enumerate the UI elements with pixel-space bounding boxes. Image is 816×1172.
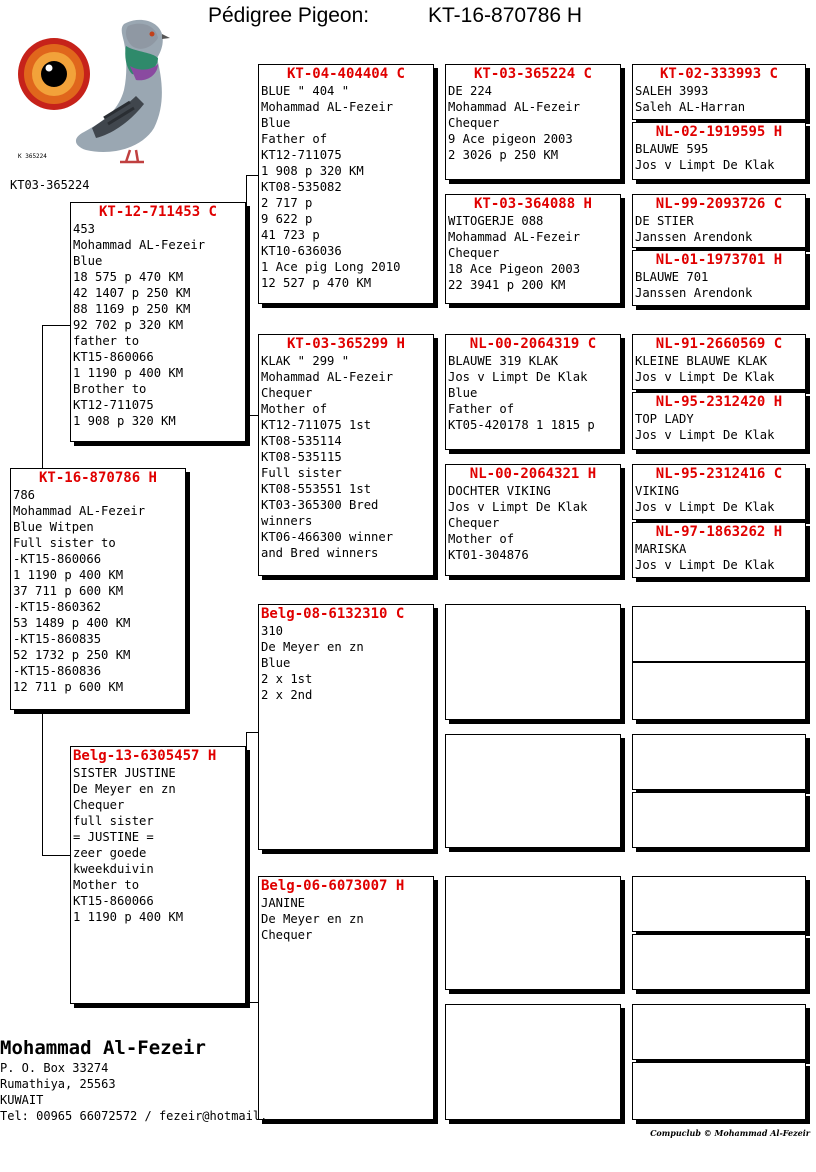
pigeon-info-line: MARISKA (635, 542, 687, 556)
pigeon-card-g5 (632, 334, 806, 390)
connector-line (622, 762, 623, 820)
pigeon-card-ssd (445, 194, 621, 304)
pigeon-card-dam-sire (258, 604, 434, 850)
pigeon-info-line: Jos v Limpt De Klak (635, 370, 775, 384)
pigeon-info-line: BLAUWE 701 (635, 270, 709, 284)
pigeon-card-subject (10, 468, 186, 710)
pigeon-info-line: father to (73, 334, 140, 348)
pigeon-info-line: Mohammad AL-Fezeir (261, 100, 394, 114)
pigeon-info-line: -KT15-860835 (13, 632, 102, 646)
pigeon-info-line: Mother of (261, 402, 328, 416)
pigeon-info-line: Blue (261, 116, 291, 130)
owner-contact-line: KUWAIT (0, 1093, 44, 1107)
pigeon-info-line: SISTER JUSTINE (73, 766, 176, 780)
pigeon-info-line: KT10-636036 (261, 244, 342, 258)
pigeon-info-line: Full sister (261, 466, 342, 480)
pigeon-info-line: full sister (73, 814, 154, 828)
connector-line (622, 904, 623, 962)
pigeon-card-empty (632, 876, 806, 932)
pigeon-info-line: De Meyer en zn (73, 782, 176, 796)
ring-number: NL-95-2312420 H (655, 394, 783, 410)
connector-line (434, 128, 435, 230)
ring-number: KT-12-711453 C (98, 204, 217, 220)
pigeon-card-sdd (445, 464, 621, 576)
pigeon-card-empty (445, 734, 621, 848)
pigeon-info-line: Chequer (448, 516, 500, 530)
owner-contact-line: Rumathiya, 25563 (0, 1077, 116, 1091)
pigeon-card-sds (445, 334, 621, 450)
ring-number: Belg-08-6132310 C (261, 606, 405, 622)
pigeon-info-line: 1 908 p 320 KM (73, 414, 176, 428)
pigeon-info-line: Mother of (448, 532, 515, 546)
pigeon-info-line: Full sister to (13, 536, 116, 550)
ring-number: NL-02-1919595 H (655, 124, 783, 140)
pigeon-card-g6 (632, 392, 806, 450)
pigeon-info-line: KT05-420178 1 1815 p (448, 418, 595, 432)
pigeon-logo-image (12, 12, 172, 167)
pigeon-card-empty (632, 934, 806, 990)
pigeon-info-line: 9 622 p (261, 212, 313, 226)
footer-credit: Compuclub © Mohammad Al-Fezeir (650, 1128, 810, 1138)
pigeon-info-line: 42 1407 p 250 KM (73, 286, 191, 300)
pigeon-info-line: 53 1489 p 400 KM (13, 616, 131, 630)
ring-number: NL-00-2064321 H (469, 466, 597, 482)
ring-number: KT-16-870786 H (38, 470, 157, 486)
pigeon-info-line: -KT15-860066 (13, 552, 102, 566)
pigeon-info-line: DOCHTER VIKING (448, 484, 551, 498)
pigeon-info-line: 92 702 p 320 KM (73, 318, 184, 332)
owner-contact-line: P. O. Box 33274 (0, 1061, 109, 1075)
pigeon-info-line: KT08-535115 (261, 450, 342, 464)
pigeon-info-line: Blue (448, 386, 478, 400)
pigeon-info-line: KT08-535082 (261, 180, 342, 194)
ring-number: Belg-06-6073007 H (261, 878, 405, 894)
owner-contact-block (0, 1036, 267, 1124)
pigeon-info-line: zeer goede (73, 846, 147, 860)
pigeon-info-line: KT01-304876 (448, 548, 529, 562)
pigeon-info-line: KT12-711075 1st (261, 418, 372, 432)
pigeon-info-line: 453 (73, 222, 96, 236)
pigeon-info-line: KT08-553551 1st (261, 482, 372, 496)
pigeon-info-line: De Meyer en zn (261, 640, 364, 654)
connector-line (246, 732, 258, 733)
logo-caption: KT03-365224 (10, 178, 90, 192)
ring-number: NL-95-2312416 C (655, 466, 783, 482)
pigeon-card-dam (70, 746, 246, 1004)
pigeon-info-line: Saleh AL-Harran (635, 100, 746, 114)
connector-line (246, 175, 258, 176)
pigeon-info-line: 12 711 p 600 KM (13, 680, 124, 694)
ring-number: NL-99-2093726 C (655, 196, 783, 212)
pigeon-info-line: BLAUWE 595 (635, 142, 709, 156)
title-ring-number: KT-16-870786 H (428, 4, 583, 27)
pigeon-info-line: = JUSTINE = (73, 830, 154, 844)
ring-number: KT-04-404404 C (286, 66, 405, 82)
connector-line (42, 325, 70, 326)
pigeon-info-line: VIKING (635, 484, 680, 498)
pigeon-info-line: SALEH 3993 (635, 84, 709, 98)
pigeon-info-line: 41 723 p (261, 228, 320, 242)
pigeon-info-line: Chequer (73, 798, 125, 812)
pigeon-info-line: Janssen Arendonk (635, 286, 753, 300)
owner-contact-line: Tel: 00965 66072572 / fezeir@hotmail. (0, 1109, 268, 1123)
pigeon-info-line: TOP LADY (635, 412, 694, 426)
connector-line (622, 634, 623, 690)
pigeon-info-line: Jos v Limpt De Klak (635, 428, 775, 442)
pigeon-info-line: Blue (261, 656, 291, 670)
pigeon-info-line: Chequer (448, 246, 500, 260)
pigeon-info-line: Mohammad AL-Fezeir (448, 230, 581, 244)
pigeon-card-g4 (632, 250, 806, 306)
ring-number: KT-03-364088 H (473, 196, 592, 212)
pigeon-card-sire-sire (258, 64, 434, 304)
pigeon-info-line: 18 575 p 470 KM (73, 270, 184, 284)
pigeon-card-empty (445, 604, 621, 720)
connector-line (622, 94, 623, 146)
pigeon-card-empty (632, 1004, 806, 1060)
pigeon-info-line: KT15-860066 (73, 350, 154, 364)
connector-line (246, 732, 247, 1002)
pigeon-card-g8 (632, 522, 806, 578)
pigeon-info-line: 2 717 p (261, 196, 313, 210)
pigeon-info-line: KT03-365300 Bred (261, 498, 379, 512)
pigeon-info-line: 22 3941 p 200 KM (448, 278, 566, 292)
pigeon-info-line: 1 908 p 320 KM (261, 164, 364, 178)
page-title (208, 4, 648, 32)
connector-line (622, 222, 623, 278)
connector-line (42, 855, 70, 856)
pigeon-info-line: Chequer (261, 386, 313, 400)
pigeon-info-line: DE STIER (635, 214, 694, 228)
connector-line (434, 388, 435, 498)
pigeon-info-line: Jos v Limpt De Klak (635, 500, 775, 514)
connector-line (434, 930, 435, 1058)
pigeon-info-line: 2 x 2nd (261, 688, 313, 702)
pigeon-info-line: -KT15-860362 (13, 600, 102, 614)
pigeon-card-g3 (632, 194, 806, 248)
pigeon-info-line: Mohammad AL-Fezeir (261, 370, 394, 384)
pigeon-info-line: Mohammad AL-Fezeir (13, 504, 146, 518)
pigeon-info-line: 1 1190 p 400 KM (73, 910, 184, 924)
pigeon-info-line: 786 (13, 488, 36, 502)
pigeon-info-line: 52 1732 p 250 KM (13, 648, 131, 662)
pigeon-info-line: BLUE " 404 " (261, 84, 350, 98)
pigeon-card-g2 (632, 122, 806, 180)
pigeon-card-dam-dam (258, 876, 434, 1120)
pigeon-info-line: 1 1190 p 400 KM (73, 366, 184, 380)
pigeon-info-line: Chequer (261, 928, 313, 942)
pigeon-info-line: KLEINE BLAUWE KLAK (635, 354, 768, 368)
pigeon-card-empty (632, 606, 806, 662)
pigeon-info-line: Janssen Arendonk (635, 230, 753, 244)
pigeon-card-g1 (632, 64, 806, 120)
pigeon-card-sire (70, 202, 246, 442)
pigeon-info-line: Mohammad AL-Fezeir (73, 238, 206, 252)
pigeon-info-line: 1 1190 p 400 KM (13, 568, 124, 582)
pigeon-info-line: BLAUWE 319 KLAK (448, 354, 559, 368)
connector-line (246, 1002, 258, 1003)
pigeon-card-empty (632, 1062, 806, 1120)
pigeon-info-line: 2 x 1st (261, 672, 313, 686)
pigeon-card-empty (632, 662, 806, 720)
pigeon-info-line: KT08-535114 (261, 434, 342, 448)
pigeon-info-line: and Bred winners (261, 546, 379, 560)
pigeon-info-line: 88 1169 p 250 KM (73, 302, 191, 316)
pigeon-info-line: 18 Ace Pigeon 2003 (448, 262, 581, 276)
connector-line (246, 415, 258, 416)
pigeon-info-line: winners (261, 514, 313, 528)
pigeon-info-line: Mohammad AL-Fezeir (448, 100, 581, 114)
connector-line (622, 490, 623, 546)
pigeon-info-line: 12 527 p 470 KM (261, 276, 372, 290)
ring-number: NL-00-2064319 C (469, 336, 597, 352)
connector-line (434, 668, 435, 786)
pigeon-info-line: Father of (448, 402, 515, 416)
pigeon-info-line: Father of (261, 132, 328, 146)
pigeon-info-line: JANINE (261, 896, 306, 910)
connector-line (622, 362, 623, 418)
owner-name: Mohammad Al-Fezeir (0, 1037, 206, 1059)
pigeon-info-line: 2 3026 p 250 KM (448, 148, 559, 162)
ring-number: Belg-13-6305457 H (73, 748, 217, 764)
pigeon-card-empty (632, 792, 806, 848)
title-label: Pédigree Pigeon: (208, 4, 370, 27)
svg-text:K 365224: K 365224 (18, 153, 47, 160)
ring-number: NL-91-2660569 C (655, 336, 783, 352)
pigeon-info-line: Jos v Limpt De Klak (635, 558, 775, 572)
pigeon-card-g7 (632, 464, 806, 520)
pigeon-info-line: Blue Witpen (13, 520, 94, 534)
pigeon-card-empty (445, 876, 621, 990)
connector-line (246, 175, 247, 415)
ring-number: KT-03-365224 C (473, 66, 592, 82)
pigeon-info-line: DE 224 (448, 84, 493, 98)
pigeon-card-empty (445, 1004, 621, 1120)
pigeon-info-line: -KT15-860836 (13, 664, 102, 678)
pigeon-info-line: Jos v Limpt De Klak (448, 500, 588, 514)
pigeon-info-line: 1 Ace pig Long 2010 (261, 260, 401, 274)
connector-line (42, 710, 43, 855)
pigeon-info-line: Chequer (448, 116, 500, 130)
pigeon-info-line: Jos v Limpt De Klak (635, 158, 775, 172)
pigeon-info-line: Blue (73, 254, 103, 268)
pigeon-info-line: WITOGERJE 088 (448, 214, 544, 228)
pigeon-info-line: Brother to (73, 382, 147, 396)
connector-line (622, 1032, 623, 1090)
pigeon-info-line: 37 711 p 600 KM (13, 584, 124, 598)
ring-number: NL-01-1973701 H (655, 252, 783, 268)
pigeon-card-sire-dam (258, 334, 434, 576)
pigeon-info-line: 310 (261, 624, 284, 638)
ring-number: KT-02-333993 C (659, 66, 778, 82)
ring-number: KT-03-365299 H (286, 336, 405, 352)
pigeon-info-line: KT15-860066 (73, 894, 154, 908)
pigeon-info-line: kweekduivin (73, 862, 154, 876)
pigeon-info-line: KT12-711075 (73, 398, 154, 412)
pigeon-info-line: Mother to (73, 878, 140, 892)
pigeon-card-sss (445, 64, 621, 180)
pigeon-info-line: 9 Ace pigeon 2003 (448, 132, 573, 146)
pigeon-info-line: Jos v Limpt De Klak (448, 370, 588, 384)
pigeon-info-line: KT12-711075 (261, 148, 342, 162)
pigeon-info-line: De Meyer en zn (261, 912, 364, 926)
ring-number: NL-97-1863262 H (655, 524, 783, 540)
pigeon-info-line: KT06-466300 winner (261, 530, 394, 544)
pigeon-card-empty (632, 734, 806, 790)
pigeon-info-line: KLAK " 299 " (261, 354, 350, 368)
connector-line (42, 325, 43, 468)
